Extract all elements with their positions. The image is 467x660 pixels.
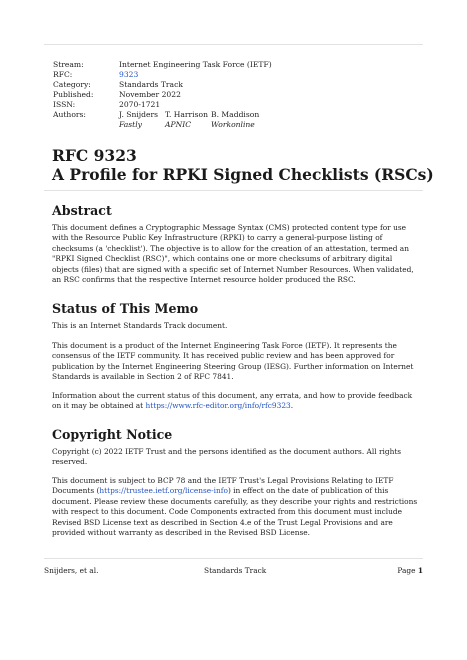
meta-key: Published: <box>53 90 94 99</box>
copyright-text: This document is subject to BCP 78 and the IETF Trust's Legal Provisions Relating to IETF Documents ( <box>52 476 394 496</box>
footer-category: Standards Track <box>204 566 267 575</box>
document-title <box>52 146 434 184</box>
title-rfc-number: RFC 9323 <box>52 146 137 165</box>
trust-license-link[interactable]: https://trustee.ietf.org/license-info <box>99 486 228 496</box>
page-label: Page <box>397 566 416 575</box>
author <box>165 110 211 130</box>
title-text: A Profile for RPKI Signed Checklists (RSCs) <box>52 165 434 184</box>
top-rule <box>44 44 423 45</box>
meta-value-published: November 2022 <box>119 90 181 99</box>
copyright-text: ) in effect on the date of publication of this document. Please review these documents carefully, as they describe your rights and restrictions with respect to this document. Code Components extracted from this document must include Revised BSD License text as described in Section 4.e of the Trust Legal Provisions and are provided without warranty as described in the Revised BSD License. <box>52 486 418 538</box>
author-list <box>119 110 259 130</box>
footer-rule <box>44 558 423 559</box>
rfc-number-link[interactable]: 9323 <box>119 70 139 79</box>
footer-page <box>397 566 423 576</box>
document-metadata <box>53 60 272 130</box>
page-number: 1 <box>417 566 423 575</box>
author-name: B. Maddison <box>211 110 260 119</box>
meta-value-category: Standards Track <box>119 80 183 89</box>
footer-authors: Snijders, et al. <box>44 566 99 575</box>
author-name: J. Snijders <box>119 110 159 119</box>
author <box>119 110 165 130</box>
meta-value-issn: 2070-1721 <box>119 100 161 109</box>
status-paragraph-3 <box>52 391 418 412</box>
author-name: T. Harrison <box>165 110 208 119</box>
meta-key: Category: <box>53 80 91 89</box>
title-rule <box>44 190 423 191</box>
author-org: Workonline <box>211 120 255 129</box>
author <box>211 110 259 130</box>
meta-value-stream: Internet Engineering Task Force (IETF) <box>119 60 272 69</box>
status-text: . <box>290 401 294 411</box>
author-org: APNIC <box>165 120 192 129</box>
meta-key: Authors: <box>53 110 86 119</box>
abstract-heading: Abstract <box>52 203 112 218</box>
copyright-heading: Copyright Notice <box>52 427 173 442</box>
status-paragraph-2: This document is a product of the Internet Engineering Task Force (IETF). It represents the consensus of the IETF community. It has received public review and has been approved for publication by the Internet Engineering Steering Group (IESG). Further information on Internet Standards is available in Section 2 of RFC 7841. <box>52 341 414 382</box>
meta-key: ISSN: <box>53 100 76 109</box>
abstract-paragraph: This document defines a Cryptographic Message Syntax (CMS) protected content type for use with the Resource Public Key Infrastructure (RPKI) to carry a general-purpose listing of checksums (a 'checklist'). The objective is to allow for the creation of an attestation, termed an "RPKI Signed Checklist (RSC)", which contains one or more checksums of arbitrary digital objects (files) that are signed with a specific set of Internet Number Resources. When validated, an RSC confirms that the respective Internet resource holder produced the RSC. <box>52 223 414 285</box>
status-text: Information about the current status of this document, any errata, and how to provide feedback on it may be obtained at <box>52 391 413 411</box>
copyright-paragraph-1: Copyright (c) 2022 IETF Trust and the persons identified as the document authors. All rights reserved. <box>52 447 402 467</box>
rfc-editor-link[interactable]: https://www.rfc-editor.org/info/rfc9323 <box>145 401 291 411</box>
author-org: Fastly <box>119 120 142 129</box>
meta-key: Stream: <box>53 60 84 69</box>
status-heading: Status of This Memo <box>52 301 199 316</box>
meta-key: RFC: <box>53 70 73 79</box>
status-paragraph-1: This is an Internet Standards Track document. <box>52 321 228 330</box>
copyright-paragraph-2 <box>52 476 418 538</box>
